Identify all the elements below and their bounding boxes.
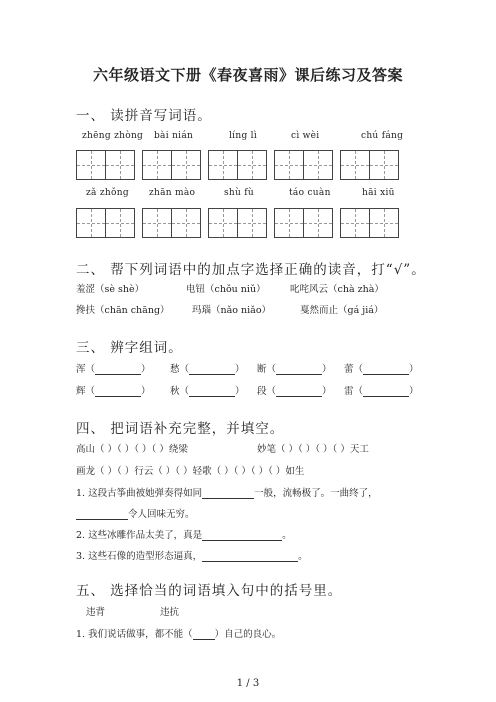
- answer-blank[interactable]: [363, 374, 409, 375]
- choice-item: 羞涩（sè shè）: [76, 284, 145, 295]
- character: 蕾: [344, 364, 354, 375]
- answer-blank[interactable]: [202, 561, 298, 562]
- writing-grid-row-2: [0, 208, 496, 238]
- section-2-heading: 二、 帮下列词语中的加点字选择正确的读音，打“√”。: [76, 262, 426, 278]
- choice-item: 叱咤风云（chà zhà）: [290, 284, 384, 295]
- writing-box[interactable]: [142, 150, 202, 180]
- pinyin-8: shù fù: [224, 188, 254, 198]
- character: 雷: [344, 386, 354, 397]
- answer-blank[interactable]: [202, 498, 254, 499]
- page-number: 1 / 3: [236, 678, 260, 689]
- answer-blank[interactable]: [189, 374, 235, 375]
- word-option: 违背: [86, 607, 106, 618]
- question-2: 2. 这些冰雕作品太美了，真是 。: [76, 530, 292, 541]
- writing-box[interactable]: [76, 208, 136, 238]
- pinyin-6: zǎ zhǒng: [86, 188, 129, 198]
- character: 秋: [170, 386, 180, 397]
- writing-box[interactable]: [208, 150, 268, 180]
- question-3: 3. 这些石像的造型形态逼真， 。: [76, 551, 308, 562]
- word-pair-item: 断（ ）: [257, 364, 332, 375]
- answer-blank[interactable]: [76, 519, 128, 520]
- idiom-line: 高山（ ）（ ）（ ）（ ）绕梁: [76, 444, 188, 455]
- character: 浑: [76, 364, 86, 375]
- section-5-heading: 五、 选择恰当的词语填入句中的括号里。: [76, 583, 343, 599]
- word-pair-item: 段（ ）: [257, 386, 332, 397]
- section-4-heading: 四、 把词语补充完整，并填空。: [76, 421, 285, 437]
- character: 辉: [76, 386, 86, 397]
- writing-box[interactable]: [208, 208, 268, 238]
- word-pair-item: 秋（ ）: [170, 386, 245, 397]
- writing-box[interactable]: [142, 208, 202, 238]
- writing-box[interactable]: [274, 208, 334, 238]
- writing-box[interactable]: [340, 208, 400, 238]
- section-1-heading: 一、 读拼音写词语。: [76, 108, 212, 124]
- idiom-line: 妙笔（ ）（ ）（ ）（ ）天工: [257, 444, 369, 455]
- writing-box[interactable]: [274, 150, 334, 180]
- writing-box[interactable]: [340, 150, 400, 180]
- answer-blank[interactable]: [202, 540, 282, 541]
- character: 愁: [170, 364, 180, 375]
- pinyin-10: hāi xiū: [362, 188, 395, 198]
- section-3-heading: 三、 辨字组词。: [76, 340, 183, 356]
- pinyin-1: zhēng zhòng: [82, 131, 144, 141]
- pinyin-9: táo cuàn: [289, 188, 331, 198]
- question-1-cont: 令人回味无穷。: [76, 506, 195, 520]
- word-pair-item: 雷（ ）: [344, 386, 419, 397]
- answer-blank[interactable]: [276, 396, 322, 397]
- character: 断: [257, 364, 267, 375]
- answer-blank[interactable]: [95, 396, 141, 397]
- answer-blank[interactable]: [193, 639, 215, 640]
- choice-item: 玛瑙（nǎo niǎo）: [192, 305, 272, 316]
- page-title: 六年级语文下册《春夜喜雨》课后练习及答案: [92, 66, 403, 84]
- pinyin-3: líng lì: [229, 131, 258, 141]
- writing-grid-row-1: [0, 150, 496, 180]
- answer-blank[interactable]: [95, 374, 141, 375]
- word-pair-item: 浑（ ）: [76, 364, 151, 375]
- character: 段: [257, 386, 267, 397]
- answer-blank[interactable]: [189, 396, 235, 397]
- writing-box[interactable]: [76, 150, 136, 180]
- word-pair-item: 蕾（ ）: [344, 364, 419, 375]
- answer-blank[interactable]: [363, 396, 409, 397]
- choice-item: 电钮（chǒu niǔ）: [186, 284, 266, 295]
- choice-item: 戛然而止（gá jiá）: [300, 305, 384, 316]
- pinyin-5: chú fáng: [361, 131, 404, 141]
- idiom-line: 画龙（ ）（ ）行云（ ）（ ）轻歌（ ）（ ）（ ）（ ）如生: [76, 466, 305, 477]
- question-5-1: 1. 我们说话做事，都不能（ ）自己的良心。: [76, 629, 282, 640]
- question-1: 1. 这段古筝曲被她弹奏得如同 一般，流畅极了。一曲终了，: [76, 488, 378, 499]
- word-option: 违抗: [160, 607, 180, 618]
- word-pair-item: 辉（ ）: [76, 386, 151, 397]
- pinyin-4: cì wèi: [291, 131, 320, 141]
- word-pair-item: 愁（ ）: [170, 364, 245, 375]
- answer-blank[interactable]: [276, 374, 322, 375]
- choice-item: 搀扶（chān chāng）: [76, 305, 170, 316]
- pinyin-7: zhān mào: [149, 188, 196, 198]
- pinyin-2: bài nián: [154, 131, 194, 141]
